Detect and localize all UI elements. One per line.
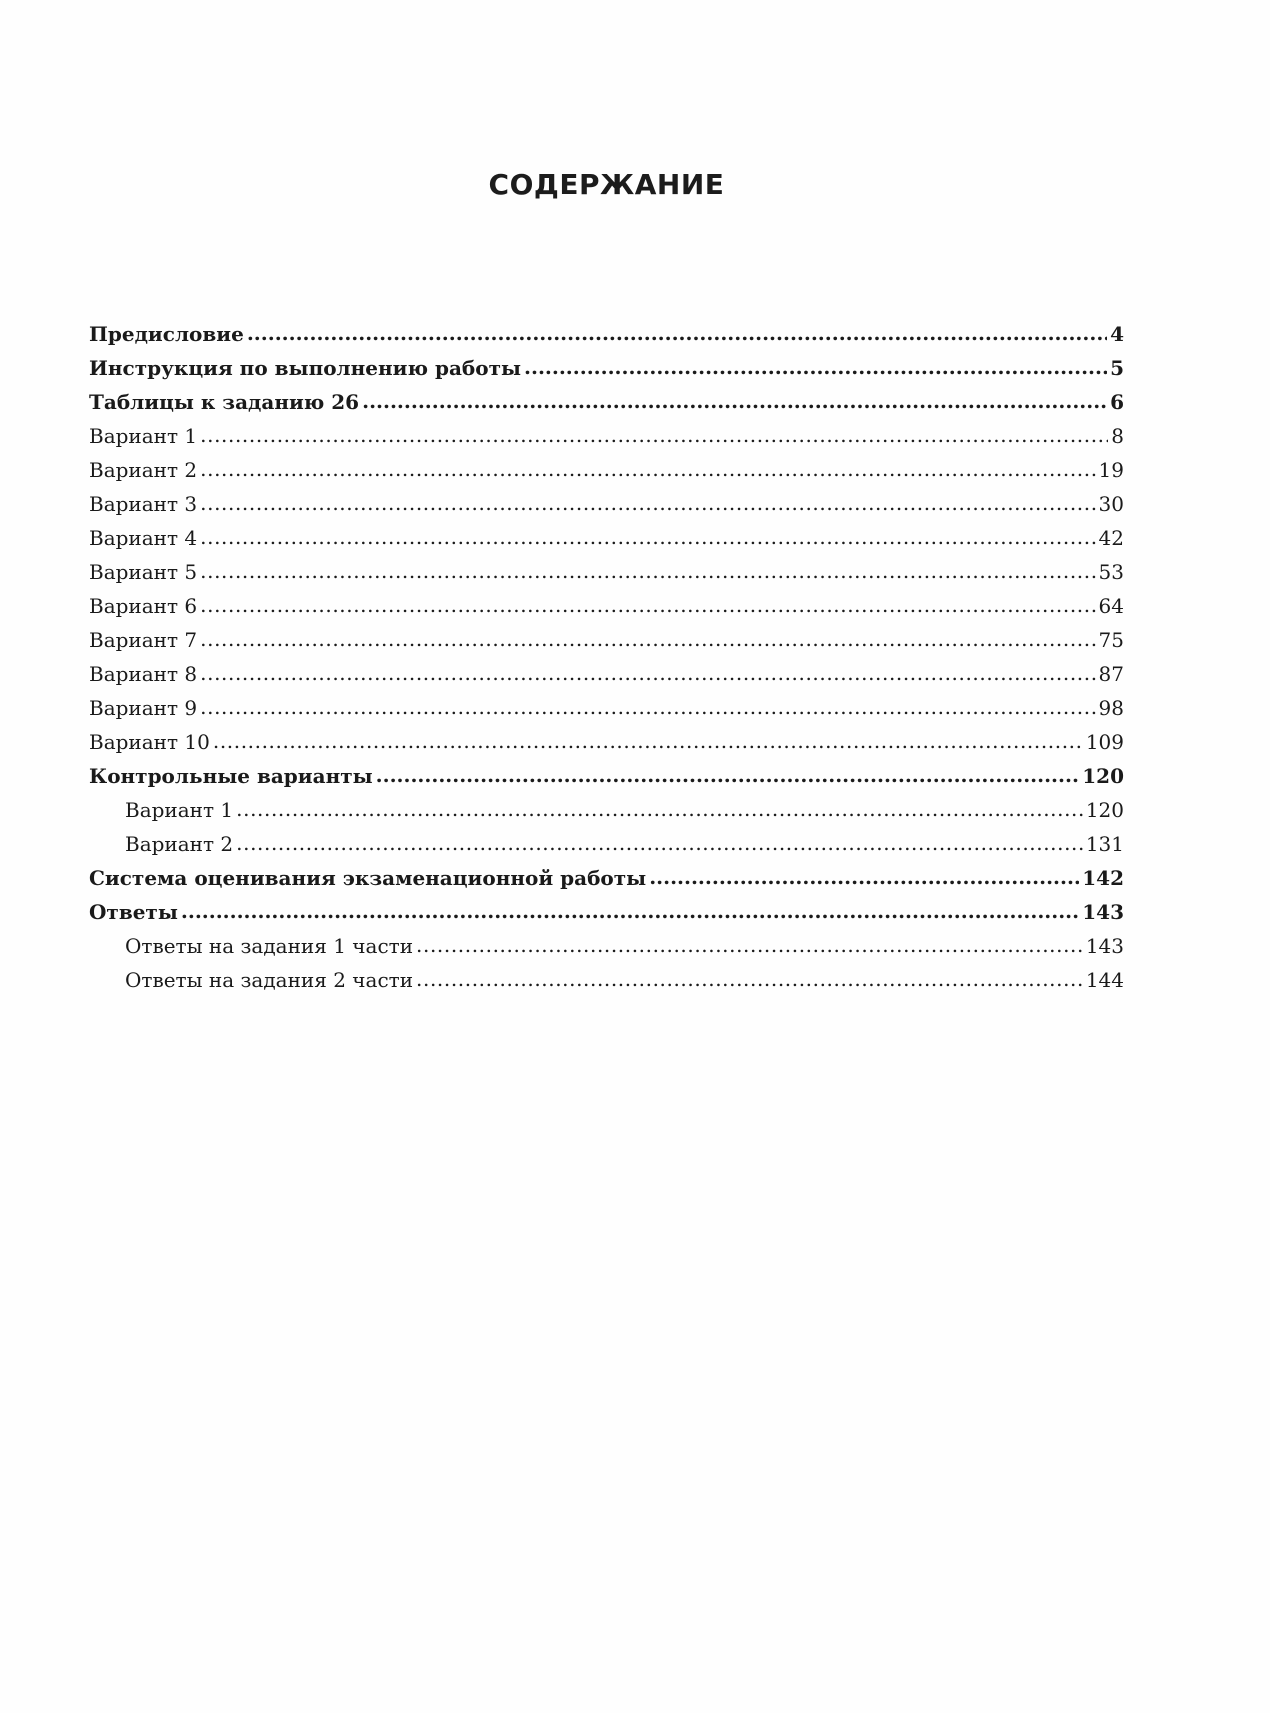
toc-entry xyxy=(89,526,1124,560)
dot-leader xyxy=(236,831,1083,855)
dot-leader xyxy=(181,899,1079,923)
dot-leader xyxy=(200,457,1095,481)
dot-leader xyxy=(236,797,1083,821)
toc-entry xyxy=(89,900,1124,934)
dot-leader xyxy=(362,389,1107,413)
toc-entry xyxy=(89,968,1124,1002)
toc-entry xyxy=(89,390,1124,424)
dot-leader xyxy=(376,763,1080,787)
dot-leader xyxy=(200,695,1095,719)
toc-entry xyxy=(89,458,1124,492)
toc-entry-page-number: 75 xyxy=(1098,628,1124,652)
toc-entry-label: Система оценивания экзаменационной работы xyxy=(89,866,647,890)
dot-leader xyxy=(649,865,1079,889)
dot-leader xyxy=(416,933,1083,957)
dot-leader xyxy=(200,661,1095,685)
toc-entry-page-number: 42 xyxy=(1098,526,1124,550)
toc-entry-label: Вариант 9 xyxy=(89,696,198,720)
toc-entry-page-number: 19 xyxy=(1098,458,1124,482)
toc-entry-page-number: 8 xyxy=(1111,424,1124,448)
toc-entry xyxy=(89,798,1124,832)
toc-entry-label: Вариант 8 xyxy=(89,662,198,686)
toc-entry-page-number: 120 xyxy=(1085,798,1124,822)
toc-entry-page-number: 5 xyxy=(1110,356,1124,380)
toc-entry xyxy=(89,764,1124,798)
toc-entry-page-number: 143 xyxy=(1085,934,1124,958)
dot-leader xyxy=(200,423,1108,447)
toc-entry-page-number: 109 xyxy=(1085,730,1124,754)
toc-entry-label: Вариант 7 xyxy=(89,628,198,652)
toc-entry-label: Предисловие xyxy=(89,322,244,346)
toc-entry xyxy=(89,730,1124,764)
dot-leader xyxy=(200,525,1095,549)
toc-entry-page-number: 6 xyxy=(1110,390,1124,414)
toc-entry xyxy=(89,424,1124,458)
toc-entry-page-number: 131 xyxy=(1085,832,1124,856)
toc-entry-page-number: 4 xyxy=(1110,322,1124,346)
toc-entry-label: Ответы xyxy=(89,900,178,924)
toc-entry xyxy=(89,696,1124,730)
toc-entry-page-number: 120 xyxy=(1082,764,1124,788)
dot-leader xyxy=(247,321,1107,345)
toc-entry xyxy=(89,866,1124,900)
toc-entry xyxy=(89,492,1124,526)
toc-entry-label: Вариант 1 xyxy=(125,798,234,822)
toc-entry-page-number: 143 xyxy=(1082,900,1124,924)
toc-entry-label: Вариант 6 xyxy=(89,594,198,618)
toc-entry-label: Вариант 3 xyxy=(89,492,198,516)
dot-leader xyxy=(200,491,1095,515)
table-of-contents xyxy=(89,322,1124,1002)
toc-entry-label: Инструкция по выполнению работы xyxy=(89,356,522,380)
toc-entry xyxy=(89,322,1124,356)
toc-entry-page-number: 30 xyxy=(1098,492,1124,516)
page-title: СОДЕРЖАНИЕ xyxy=(488,168,725,201)
toc-entry-label: Вариант 5 xyxy=(89,560,198,584)
toc-entry xyxy=(89,356,1124,390)
toc-entry-page-number: 142 xyxy=(1082,866,1124,890)
toc-entry xyxy=(89,628,1124,662)
toc-entry-page-number: 87 xyxy=(1098,662,1124,686)
toc-entry xyxy=(89,662,1124,696)
dot-leader xyxy=(200,559,1095,583)
toc-entry-label: Ответы на задания 2 части xyxy=(125,968,414,992)
toc-entry xyxy=(89,934,1124,968)
toc-entry-label: Таблицы к заданию 26 xyxy=(89,390,360,414)
toc-entry-page-number: 98 xyxy=(1098,696,1124,720)
toc-entry-page-number: 64 xyxy=(1098,594,1124,618)
toc-entry-label: Ответы на задания 1 части xyxy=(125,934,414,958)
toc-entry-label: Вариант 1 xyxy=(89,424,198,448)
dot-leader xyxy=(416,967,1083,991)
toc-entry-label: Вариант 2 xyxy=(125,832,234,856)
dot-leader xyxy=(524,355,1107,379)
toc-entry xyxy=(89,560,1124,594)
toc-entry-label: Контрольные варианты xyxy=(89,764,373,788)
dot-leader xyxy=(200,627,1095,651)
toc-entry xyxy=(89,594,1124,628)
toc-entry-label: Вариант 10 xyxy=(89,730,210,754)
toc-entry-label: Вариант 2 xyxy=(89,458,198,482)
dot-leader xyxy=(213,729,1083,753)
toc-entry xyxy=(89,832,1124,866)
dot-leader xyxy=(200,593,1095,617)
toc-entry-page-number: 53 xyxy=(1098,560,1124,584)
toc-entry-label: Вариант 4 xyxy=(89,526,198,550)
toc-entry-page-number: 144 xyxy=(1085,968,1124,992)
